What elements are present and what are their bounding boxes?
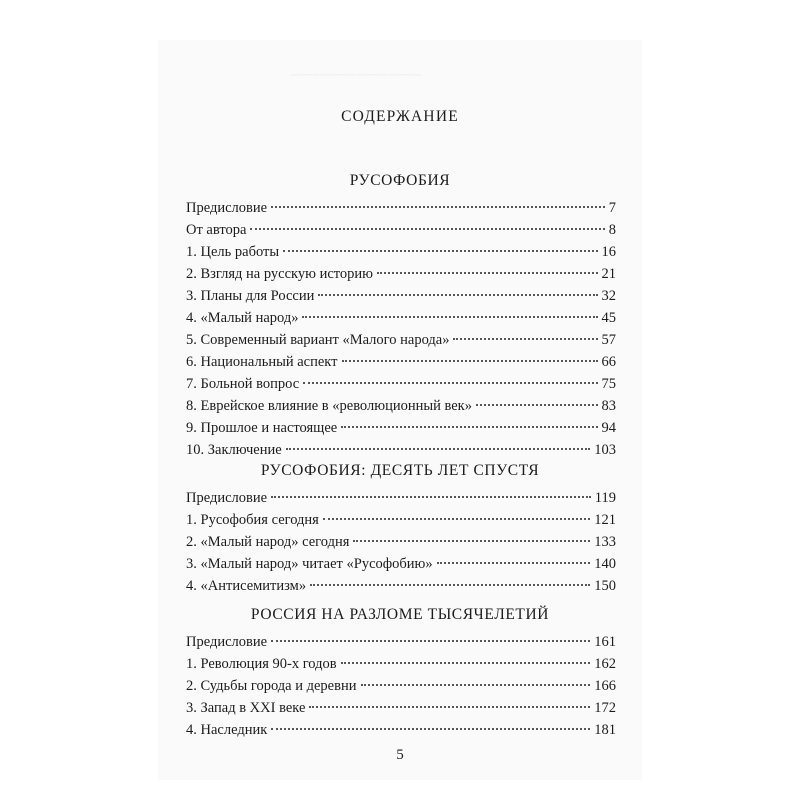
toc-entry-page: 172: [594, 700, 616, 716]
dot-leader: [309, 706, 590, 708]
toc-entry-title: 3. Запад в XXI веке: [186, 700, 306, 716]
dot-leader: [310, 584, 590, 586]
dot-leader: [437, 562, 591, 564]
dot-leader: [271, 206, 605, 208]
bleed-through-text: ────────────: [290, 68, 422, 83]
dot-leader: [271, 728, 590, 730]
dot-leader: [341, 426, 597, 428]
toc-entry-title: Предисловие: [186, 200, 268, 216]
toc-entry-title: 1. Русофобия сегодня: [186, 512, 319, 528]
toc-entry: [186, 329, 616, 351]
toc-entry: [186, 487, 616, 509]
toc-entry-title: 2. Судьбы города и деревни: [186, 678, 357, 694]
dot-leader: [377, 272, 598, 274]
toc-entry-page: 83: [601, 398, 616, 414]
dot-leader: [323, 518, 590, 520]
toc-entry-title: 4. «Антисемитизм»: [186, 578, 307, 594]
toc-entry: [186, 631, 616, 653]
dot-leader: [286, 448, 591, 450]
toc-entry-title: От автора: [186, 222, 247, 238]
toc-entry: [186, 719, 616, 741]
toc-entry-title: 3. «Малый народ» читает «Русофобию»: [186, 556, 433, 572]
toc-entry-title: 2. Взгляд на русскую историю: [186, 266, 373, 282]
toc-entry-title: 9. Прошлое и настоящее: [186, 420, 338, 436]
toc-entry-page: 7: [608, 200, 616, 216]
toc-entry-title: 4. «Малый народ»: [186, 310, 299, 326]
dot-leader: [283, 250, 597, 252]
toc-entry-title: 6. Национальный аспект: [186, 354, 338, 370]
toc-entry-title: Предисловие: [186, 634, 268, 650]
dot-leader: [342, 360, 598, 362]
toc-entry-page: 121: [594, 512, 616, 528]
page-title: СОДЕРЖАНИЕ: [341, 108, 459, 125]
section-title-rossiya-na-razlome: РОССИЯ НА РАЗЛОМЕ ТЫСЯЧЕЛЕТИЙ: [250, 606, 550, 623]
dot-leader: [271, 640, 590, 642]
dot-leader: [303, 382, 597, 384]
toc-entry: [186, 697, 616, 719]
toc-entry-title: 4. Наследник: [186, 722, 268, 738]
dot-leader: [341, 662, 591, 664]
toc-entry: [186, 373, 616, 395]
dot-leader: [353, 540, 590, 542]
toc-entry-page: 161: [594, 634, 616, 650]
toc-entry-title: 7. Больной вопрос: [186, 376, 300, 392]
toc-entry: [186, 575, 616, 597]
toc-entry-page: 140: [594, 556, 616, 572]
dot-leader: [271, 496, 591, 498]
toc-entry: [186, 653, 616, 675]
toc-entry: [186, 197, 616, 219]
toc-entry-page: 21: [601, 266, 616, 282]
page-number: 5: [396, 747, 404, 763]
toc-entry-page: 94: [601, 420, 616, 436]
toc-entry-title: 3. Планы для России: [186, 288, 315, 304]
dot-leader: [476, 404, 598, 406]
toc-entry-page: 16: [601, 244, 616, 260]
toc-entry-title: 5. Современный вариант «Малого народа»: [186, 332, 450, 348]
toc-entry-title: 8. Еврейское влияние в «революционный век»: [186, 398, 472, 414]
section-title-desyat-let-spustya: РУСОФОБИЯ: ДЕСЯТЬ ЛЕТ СПУСТЯ: [260, 462, 540, 479]
toc-list-rossiya-na-razlome: [186, 631, 616, 741]
toc-entry: [186, 241, 616, 263]
toc-entry-title: 10. Заключение: [186, 442, 282, 458]
dot-leader: [361, 684, 591, 686]
toc-entry-page: 103: [594, 442, 616, 458]
toc-entry: [186, 675, 616, 697]
toc-entry-page: 166: [594, 678, 616, 694]
toc-entry-page: 162: [594, 656, 616, 672]
toc-entry-title: 1. Революция 90-х годов: [186, 656, 337, 672]
toc-entry: [186, 553, 616, 575]
toc-list-rusofobiya: [186, 197, 616, 461]
dot-leader: [453, 338, 597, 340]
toc-entry-title: 2. «Малый народ» сегодня: [186, 534, 350, 550]
toc-entry: [186, 263, 616, 285]
toc-entry-page: 32: [601, 288, 616, 304]
toc-entry: [186, 219, 616, 241]
dot-leader: [250, 228, 604, 230]
toc-entry: [186, 307, 616, 329]
section-title-rusofobiya: РУСОФОБИЯ: [349, 172, 451, 189]
toc-entry-page: 57: [601, 332, 616, 348]
toc-entry: [186, 531, 616, 553]
toc-entry-page: 119: [594, 490, 616, 506]
dot-leader: [302, 316, 597, 318]
toc-entry-title: 1. Цель работы: [186, 244, 280, 260]
toc-entry-page: 150: [594, 578, 616, 594]
toc-entry: [186, 395, 616, 417]
toc-entry: [186, 439, 616, 461]
toc-entry-page: 45: [601, 310, 616, 326]
toc-entry-page: 66: [601, 354, 616, 370]
dot-leader: [318, 294, 597, 296]
toc-entry-page: 133: [594, 534, 616, 550]
toc-entry-title: Предисловие: [186, 490, 268, 506]
toc-list-desyat-let-spustya: [186, 487, 616, 597]
toc-entry-page: 75: [601, 376, 616, 392]
toc-entry: [186, 417, 616, 439]
toc-entry: [186, 351, 616, 373]
toc-entry: [186, 285, 616, 307]
toc-entry-page: 8: [608, 222, 616, 238]
toc-entry-page: 181: [594, 722, 616, 738]
toc-entry: [186, 509, 616, 531]
